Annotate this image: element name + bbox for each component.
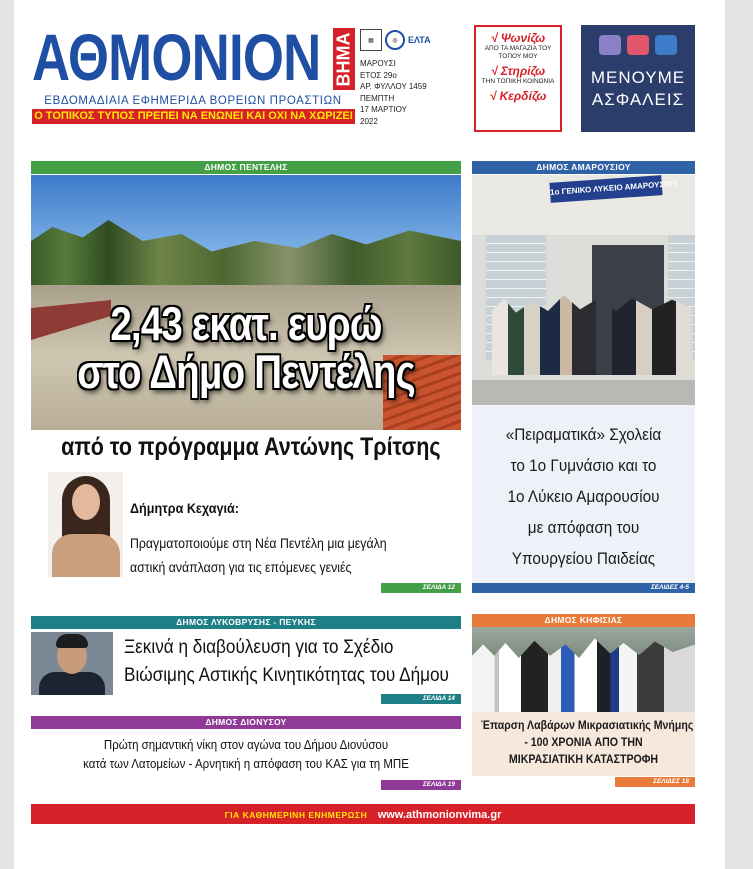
page-ref-amarousio[interactable]: ΣΕΛΙΔΕΣ 4-5 xyxy=(472,583,695,593)
masthead-slogan: Ο ΤΟΠΙΚΟΣ ΤΥΠΟΣ ΠΡΕΠΕΙ ΝΑ ΕΝΩΝΕΙ ΚΑΙ ΟΧΙ ΝΑ ΧΩΡΙΖΕΙ xyxy=(32,109,355,124)
page-ref-dionysos[interactable]: ΣΕΛΙΔΑ 19 xyxy=(381,780,461,790)
photo-steps xyxy=(472,380,695,405)
ad-icons xyxy=(581,35,695,55)
page-ref-penteli[interactable]: ΣΕΛΙΔΑ 12 xyxy=(381,583,461,593)
issue-day: ΠΕΜΠΤΗ xyxy=(360,93,395,103)
ad-shop-local[interactable] xyxy=(474,25,562,132)
hands-wash-icon xyxy=(599,35,621,55)
photo-people xyxy=(472,637,695,712)
portrait-kechagia xyxy=(48,472,123,577)
stamp-icon: ◎ xyxy=(385,30,405,50)
issue-info xyxy=(360,58,440,127)
issue-number: ΑΡ. ΦΥΛΛΟΥ 1459 xyxy=(360,82,427,91)
portrait-mayor-lykovrysi xyxy=(31,632,113,695)
section-dionysos: ΔΗΜΟΣ ΔΙΟΝΥΣΟΥ xyxy=(31,716,461,729)
ad-stay-safe[interactable] xyxy=(581,25,695,132)
ad-line-word: √ Ψωνίζω xyxy=(490,31,546,45)
ad-stay-safe-text: ΜΕΝΟΥΜΕ ΑΣΦΑΛΕΙΣ xyxy=(590,68,686,109)
issue-date: 17 ΜΑΡΤΙΟΥ xyxy=(360,105,407,114)
main-headline[interactable]: 2,43 εκατ. ευρώ στο Δήμο Πεντέλης xyxy=(77,297,415,398)
page-ref-lykovrysi[interactable]: ΣΕΛΙΔΑ 14 xyxy=(381,694,461,704)
mask-icon xyxy=(655,35,677,55)
photo-trees xyxy=(31,220,461,290)
footer-label: ΓΙΑ ΚΑΘΗΜΕΡΙΝΗ ΕΝΗΜΕΡΩΣΗ xyxy=(224,810,368,820)
portrait-hair xyxy=(56,634,88,648)
section-penteli: ΔΗΜΟΣ ΠΕΝΤΕΛΗΣ xyxy=(31,161,461,174)
kifisia-photo[interactable] xyxy=(472,627,695,712)
page-ref-kifisia[interactable]: ΣΕΛΙΔΕΣ 18 xyxy=(615,777,695,787)
ad-line-word: √ Κερδίζω xyxy=(489,89,547,103)
quote-name: Δήμητρα Κεχαγιά: xyxy=(130,500,239,516)
portrait-suit xyxy=(39,672,105,695)
amarousio-story-text[interactable]: «Πειραματικά» Σχολεία το 1ο Γυμνάσιο και το 1ο Λύκειο Αμαρουσίου με απόφαση του Υπουργείου Παιδείας xyxy=(472,405,695,587)
kifisia-headline[interactable]: Έπαρση Λαβάρων Μικρασιατικής Μνήμης - 100 ΧΡΟΝΙΑ ΑΠΟ ΤΗΝ ΜΙΚΡΑΣΙΑΤΙΚΗ ΚΑΤΑΣΤΡΟΦΗ xyxy=(472,712,695,776)
issue-place: ΜΑΡΟΥΣΙ xyxy=(360,59,396,68)
barcode-icon: ▦ xyxy=(360,29,382,51)
portrait-body xyxy=(52,534,120,577)
section-amarousio: ΔΗΜΟΣ ΑΜΑΡΟΥΣΙΟΥ xyxy=(472,161,695,174)
masthead-subtitle: ΕΒΔΟΜΑΔΙΑΙΑ ΕΦΗΜΕΡΙΔΑ ΒΟΡΕΙΩΝ ΠΡΟΑΣΤΙΩΝ xyxy=(44,95,342,107)
lykovrysi-headline[interactable]: Ξεκινά η διαβούλευση για το Σχέδιο Βιώσιμης Αστικής Κινητικότητας του Δήμου xyxy=(124,636,449,686)
quote-text[interactable]: Πραγματοποιούμε στη Νέα Πεντέλη μια μεγάλη αστική ανάπλαση για τις επόμενες γενιές xyxy=(130,535,387,575)
postal-badges xyxy=(360,28,436,52)
section-lykovrysi: ΔΗΜΟΣ ΛΥΚΟΒΡΥΣΗΣ - ΠΕΥΚΗΣ xyxy=(31,616,461,629)
portrait-face xyxy=(72,484,100,520)
ad-line-sub: ΤΗΝ ΤΟΠΙΚΗ ΚΟΙΝΩΝΙΑ xyxy=(481,78,555,85)
issue-year-number: 2022 xyxy=(360,116,378,126)
dionysos-headline[interactable]: Πρώτη σημαντική νίκη στον αγώνα του Δήμου Διονύσου κατά των Λατομείων - Αρνητική η απόφαση του ΚΑΣ για τη ΜΠΕ xyxy=(83,738,409,771)
school-photo[interactable] xyxy=(472,175,695,405)
school-sign: 1ο ΓΕΝΙΚΟ ΛΥΚΕΙΟ ΑΜΑΡΟΥΣΙΟΥ xyxy=(549,175,662,203)
newspaper-front-page xyxy=(14,0,725,869)
ad-line-word: √ Στηρίζω xyxy=(490,64,546,78)
footer-banner[interactable] xyxy=(31,804,695,824)
masthead-logo-vertical: ΒΗΜΑ xyxy=(333,28,355,90)
masthead-logo: ΑΘΜΟΝΙΟΝ xyxy=(32,20,321,94)
main-subhead[interactable]: από το πρόγραμμα Αντώνης Τρίτσης xyxy=(61,433,441,461)
section-kifisia: ΔΗΜΟΣ ΚΗΦΙΣΙΑΣ xyxy=(472,614,695,627)
footer-url[interactable]: www.athmonionvima.gr xyxy=(377,809,502,821)
issue-year: ΕΤΟΣ 29ο xyxy=(360,70,397,80)
ad-line-sub: ΑΠΟ ΤΑ ΜΑΓΑΖΙΑ ΤΟΥ ΤΟΠΟΥ ΜΟΥ xyxy=(484,45,552,60)
postal-logo: ΕΛΤΑ xyxy=(408,35,431,45)
distance-icon xyxy=(627,35,649,55)
